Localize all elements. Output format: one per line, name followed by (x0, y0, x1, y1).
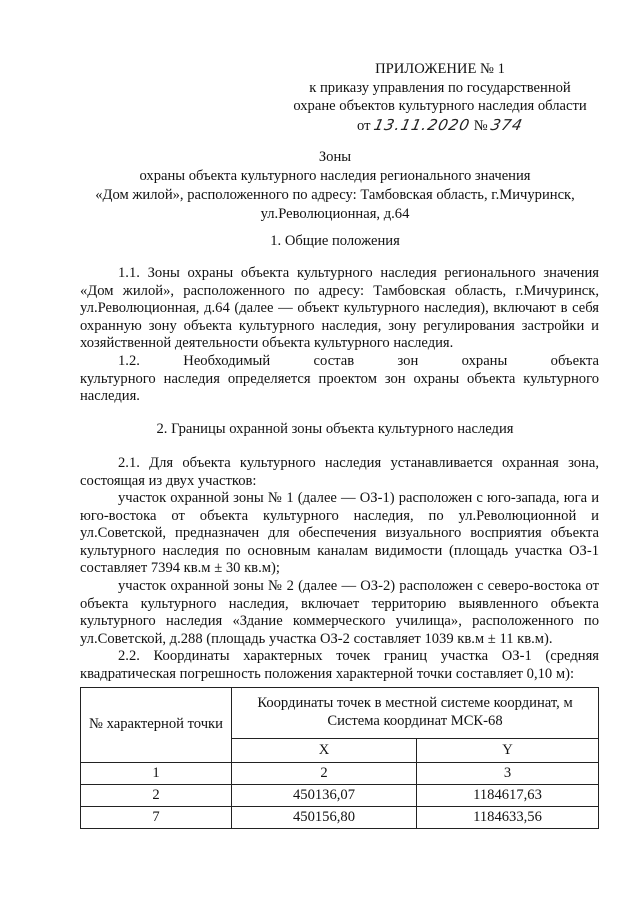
paragraph-2-2 (80, 648, 599, 683)
table-cell: 2 (232, 763, 417, 785)
appendix-line-1: к приказу управления по государственной (309, 79, 571, 96)
appendix-header (290, 60, 590, 135)
table-row (81, 785, 599, 807)
table-cell-point: 2 (81, 785, 232, 807)
table-row (81, 807, 599, 829)
paragraph-1-1 (80, 265, 599, 353)
table-cell-x: 450136,07 (232, 785, 417, 807)
header-y: Y (417, 739, 599, 763)
header-point-number: № характерной точки (81, 688, 232, 763)
table-cell-point: 7 (81, 807, 232, 829)
order-number-handwritten: 374 (489, 115, 525, 134)
coordinates-table (80, 687, 599, 829)
paragraph-2-1-text: 2.1. Для объекта культурного наследия устанавливается охранная зона, состоящая из двух участков: (80, 455, 599, 489)
table-row-index (81, 763, 599, 785)
table-cell-x: 450156,80 (232, 807, 417, 829)
paragraph-1-2 (80, 353, 599, 406)
order-from-label: от (357, 117, 371, 134)
order-date-handwritten: 13.11.2020 (372, 115, 473, 134)
title-line-4: ул.Революционная, д.64 (260, 206, 410, 222)
paragraph-1-2-rest: культурного наследия определяется проектом зон охраны объекта культурного наследия. (80, 370, 599, 405)
paragraph-1-2-first-line: 1.2. Необходимый состав зон охраны объекта (118, 353, 599, 369)
appendix-title: ПРИЛОЖЕНИЕ № 1 (375, 61, 505, 77)
header-coordinates (232, 688, 599, 739)
order-date-number-line (290, 116, 590, 136)
order-number-sign: № (473, 117, 488, 134)
section-2-heading: 2. Границы охранной зоны объекта культурного наследия (156, 421, 514, 437)
table-cell-y: 1184633,56 (417, 807, 599, 829)
document-title (70, 148, 600, 224)
table-cell: 1 (81, 763, 232, 785)
paragraph-2-2-text: 2.2. Координаты характерных точек границ участка ОЗ-1 (средняя квадратическая погрешность положения характерной точки составляет 0,10 м): (80, 648, 599, 682)
section-1-heading: 1. Общие положения (270, 233, 400, 249)
paragraph-2-1 (80, 455, 599, 490)
title-line-2: охраны объекта культурного наследия регионального значения (139, 168, 531, 184)
table-cell-y: 1184617,63 (417, 785, 599, 807)
table-cell: 3 (417, 763, 599, 785)
title-line-3: «Дом жилой», расположенного по адресу: Тамбовская область, г.Мичуринск, (95, 187, 575, 203)
title-line-1: Зоны (318, 149, 352, 165)
header-coordinates-line-2: Система координат МСК-68 (327, 713, 503, 729)
appendix-line-2: охране объектов культурного наследия области (293, 98, 587, 114)
paragraph-2-1-plot-2 (80, 578, 599, 648)
paragraph-2-1-plot-1 (80, 490, 599, 578)
header-coordinates-line-1: Координаты точек в местной системе координат, м (257, 695, 573, 712)
paragraph-1-1-text: 1.1. Зоны охраны объекта культурного наследия регионального значения «Дом жилой», расположенного по адресу: Тамбовская область, г.Мичуринск, ул.Революционная, д.64 (далее — объект культурного наследия), включают в себя охранную зону объекта культурного наследия, зону регулирования застройки и хозяйственной деятельности объекта культурного наследия. (80, 265, 599, 352)
plot-2-text: участок охранной зоны № 2 (далее — ОЗ-2) расположен с северо-востока от объекта культурного наследия, включает территорию выявленного объекта культурного наследия «Здание коммерческого училища», расположенного по ул.Советской, д.288 (площадь участка ОЗ-2 составляет 1039 кв.м ± 11 кв.м). (80, 578, 599, 647)
plot-1-text: участок охранной зоны № 1 (далее — ОЗ-1) расположен с юго-запада, юга и юго-востока от объекта культурного наследия, по ул.Революционной и ул.Советской, предназначен для обеспечения визуального восприятия объекта культурного наследия по основным каналам видимости (площадь участка ОЗ-1 составляет 7394 кв.м ± 30 кв.м); (80, 490, 599, 577)
header-x: X (232, 739, 417, 763)
